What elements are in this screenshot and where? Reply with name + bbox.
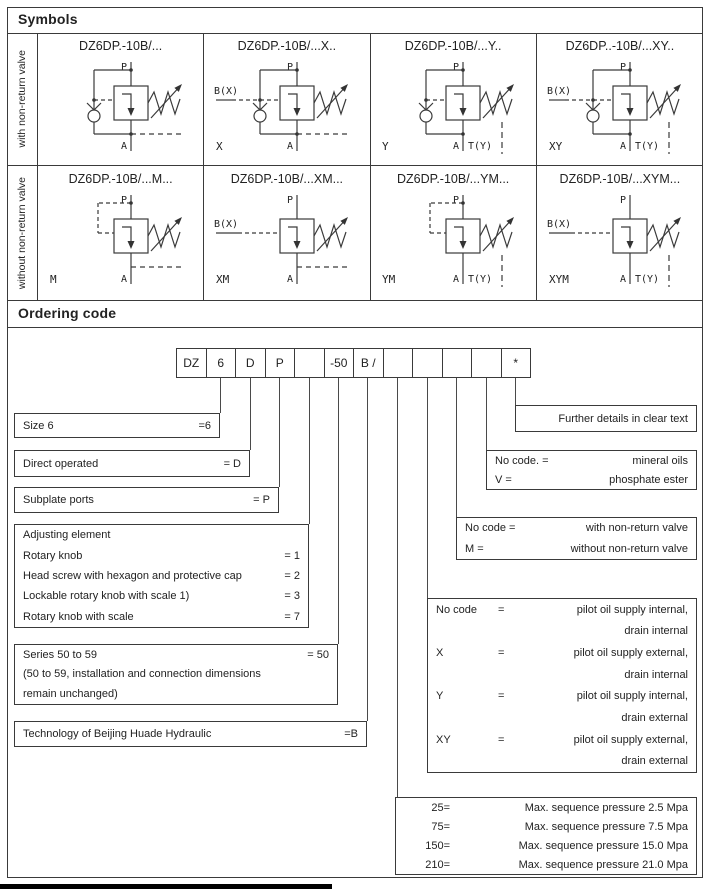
explanation-label: Rotary knob	[23, 549, 83, 562]
symbol-model-code: DZ6DP.-10B/...YM...	[396, 172, 510, 186]
explanation-label: Rotary knob with scale	[23, 610, 134, 623]
explanation-row	[15, 566, 308, 586]
explanation-code: = 2	[284, 569, 300, 582]
svg-text:XY: XY	[548, 140, 563, 153]
connector-line	[338, 378, 339, 644]
ordering-code-cell: B /	[353, 348, 384, 378]
ordering-section-title: Ordering code	[18, 305, 117, 321]
connector-line	[486, 378, 487, 450]
explanation-row	[15, 414, 219, 437]
svg-text:P: P	[453, 62, 460, 73]
explanation-row	[428, 707, 696, 729]
ordering-explanation-box	[14, 450, 250, 477]
svg-text:M: M	[49, 273, 57, 286]
svg-text:A: A	[619, 274, 626, 285]
explanation-row	[15, 488, 278, 512]
explanation-row	[15, 607, 308, 627]
symbol-model-code: DZ6DP..-10B/...XY..	[565, 39, 675, 53]
symbol-model-code: DZ6DP.-10B/...XM...	[230, 172, 344, 186]
explanation-code: Y	[436, 690, 444, 703]
explanation-row	[15, 645, 337, 665]
svg-text:B(X): B(X)	[546, 219, 571, 230]
explanation-code: = 1	[284, 549, 300, 562]
svg-text:P: P	[286, 195, 293, 206]
svg-text:A: A	[619, 141, 626, 152]
explanation-row	[457, 539, 696, 560]
ordering-explanation-box	[14, 524, 309, 628]
explanation-row	[15, 722, 366, 746]
connector-line	[309, 378, 310, 524]
symbols-section-title: Symbols	[18, 11, 78, 27]
ordering-explanation-box	[14, 644, 338, 705]
explanation-code: = 3	[284, 590, 300, 603]
equals-sign: =	[498, 690, 505, 703]
symbol-model-code: DZ6DP.-10B/...X..	[237, 39, 337, 53]
explanation-code: = 50	[307, 648, 329, 661]
explanation-code: 25=	[431, 801, 450, 814]
explanation-label: Size 6	[23, 419, 54, 432]
explanation-row	[396, 836, 696, 855]
connector-line	[279, 378, 280, 487]
explanation-label: pilot oil supply external,	[573, 733, 688, 746]
explanation-code: 150=	[425, 839, 450, 852]
explanation-label: pilot oil supply external,	[573, 647, 688, 660]
explanation-code: = D	[223, 457, 241, 470]
svg-text:P: P	[619, 195, 626, 206]
explanation-label: Max. sequence pressure 15.0 Mpa	[518, 839, 688, 852]
explanation-row	[428, 599, 696, 621]
connector-line	[456, 378, 457, 517]
symbol-model-code: DZ6DP.-10B/...XYM...	[559, 172, 681, 186]
connector-line	[397, 378, 398, 797]
explanation-label: with non-return valve	[585, 522, 688, 535]
svg-text:XYM: XYM	[548, 273, 569, 286]
explanation-label: Further details in clear text	[558, 412, 688, 425]
equals-sign: =	[498, 733, 505, 746]
explanation-code: No code. =	[495, 454, 549, 467]
explanation-label: pilot oil supply internal,	[576, 603, 688, 616]
svg-text:B(X): B(X)	[213, 219, 238, 230]
explanation-row	[487, 451, 696, 470]
symbols-row-label-text: with non-return valve	[16, 50, 28, 148]
symbol-model-code: DZ6DP.-10B/...M...	[68, 172, 173, 186]
explanation-row	[396, 855, 696, 874]
svg-text:XM: XM	[215, 273, 230, 286]
ordering-explanation-box-fluid	[486, 450, 697, 490]
explanation-row	[516, 406, 696, 431]
equals-sign: =	[498, 603, 505, 616]
symbols-row-label-text: without non-return valve	[16, 176, 28, 290]
explanation-row	[15, 665, 337, 685]
ordering-explanation-box-pressure	[395, 797, 697, 875]
symbol-model-code: DZ6DP.-10B/...	[79, 39, 163, 53]
ordering-code-cell	[471, 348, 502, 378]
ordering-code-cell: -50	[324, 348, 355, 378]
explanation-row	[396, 798, 696, 817]
ordering-explanation-box	[14, 487, 279, 513]
explanation-row	[15, 586, 308, 606]
explanation-label: Series 50 to 59	[23, 648, 97, 661]
svg-text:T(Y): T(Y)	[468, 274, 493, 285]
svg-text:P: P	[120, 195, 127, 206]
ordering-explanation-box	[14, 413, 220, 438]
explanation-code: M =	[465, 542, 484, 555]
svg-text:X: X	[215, 140, 223, 153]
svg-text:A: A	[120, 274, 127, 285]
explanation-row	[428, 750, 696, 772]
explanation-label: pilot oil supply internal,	[576, 690, 688, 703]
svg-text:Y: Y	[382, 140, 389, 153]
ordering-code-cell: *	[501, 348, 532, 378]
ordering-code-cell: DZ	[176, 348, 207, 378]
explanation-row	[457, 518, 696, 539]
explanation-label: without non-return valve	[570, 542, 688, 555]
explanation-label: phosphate ester	[609, 473, 688, 486]
svg-text:A: A	[453, 141, 460, 152]
explanation-code: XY	[436, 733, 451, 746]
explanation-code: = 7	[284, 610, 300, 623]
explanation-label: Max. sequence pressure 2.5 Mpa	[524, 801, 688, 814]
explanation-label: Adjusting element	[23, 529, 111, 542]
connector-line	[367, 378, 368, 721]
svg-text:T(Y): T(Y)	[634, 141, 659, 152]
ordering-code-cell: D	[235, 348, 266, 378]
explanation-row	[428, 729, 696, 751]
svg-text:P: P	[453, 195, 460, 206]
explanation-code: V =	[495, 473, 512, 486]
explanation-row	[487, 470, 696, 489]
explanation-label: drain external	[621, 711, 688, 724]
svg-text:A: A	[120, 141, 127, 152]
ordering-explanation-box-pilot-drain	[427, 598, 697, 773]
explanation-label: Direct operated	[23, 457, 99, 470]
explanation-label: Max. sequence pressure 7.5 Mpa	[524, 820, 688, 833]
explanation-row	[15, 545, 308, 565]
ordering-code-cell	[442, 348, 473, 378]
svg-text:P: P	[120, 62, 127, 73]
explanation-label: drain external	[621, 755, 688, 768]
explanation-code: =6	[198, 419, 211, 432]
ordering-explanation-box	[14, 721, 367, 747]
explanation-row	[15, 684, 337, 704]
ordering-code-cell: 6	[206, 348, 237, 378]
equals-sign: =	[498, 647, 505, 660]
svg-text:A: A	[453, 274, 460, 285]
ordering-code-cell	[294, 348, 325, 378]
explanation-code: 210=	[425, 858, 450, 871]
explanation-code: = P	[253, 494, 270, 506]
svg-text:B(X): B(X)	[546, 86, 571, 97]
explanation-row	[396, 817, 696, 836]
connector-line	[220, 378, 221, 413]
explanation-label: Lockable rotary knob with scale 1)	[23, 590, 190, 603]
explanation-row	[428, 664, 696, 686]
svg-text:A: A	[286, 141, 293, 152]
explanation-label: mineral oils	[632, 454, 688, 467]
symbol-model-code: DZ6DP.-10B/...Y..	[404, 39, 502, 53]
explanation-label: Subplate ports	[23, 494, 94, 506]
explanation-label: remain unchanged)	[23, 688, 118, 701]
explanation-label: Technology of Beijing Huade Hydraulic	[23, 728, 212, 740]
svg-text:B(X): B(X)	[213, 86, 238, 97]
ordering-code-cell	[383, 348, 414, 378]
explanation-row	[15, 525, 308, 545]
ordering-explanation-box-further-details	[515, 405, 697, 432]
ordering-code-cell	[412, 348, 443, 378]
svg-text:YM: YM	[382, 273, 396, 286]
explanation-row	[428, 642, 696, 664]
svg-text:T(Y): T(Y)	[468, 141, 493, 152]
explanation-code: 75=	[431, 820, 450, 833]
svg-text:P: P	[286, 62, 293, 73]
explanation-label: Max. sequence pressure 21.0 Mpa	[518, 858, 688, 871]
explanation-label: Head screw with hexagon and protective cap	[23, 569, 242, 582]
explanation-row	[428, 621, 696, 643]
explanation-code: No code	[436, 603, 477, 616]
connector-line	[427, 378, 428, 598]
svg-text:A: A	[286, 274, 293, 285]
explanation-label: drain internal	[624, 668, 688, 681]
ordering-explanation-box-non-return	[456, 517, 697, 560]
connector-line	[250, 378, 251, 450]
explanation-label: drain internal	[624, 625, 688, 638]
svg-text:T(Y): T(Y)	[634, 274, 659, 285]
explanation-row	[15, 451, 249, 476]
page-footer-bar	[0, 884, 332, 889]
explanation-label: (50 to 59, installation and connection dimensions	[23, 668, 261, 681]
explanation-code: No code =	[465, 522, 516, 535]
connector-line	[515, 378, 516, 405]
explanation-row	[428, 686, 696, 708]
svg-text:P: P	[619, 62, 626, 73]
ordering-code-cell: P	[265, 348, 296, 378]
explanation-code: X	[436, 647, 444, 660]
explanation-code: =B	[344, 728, 358, 740]
